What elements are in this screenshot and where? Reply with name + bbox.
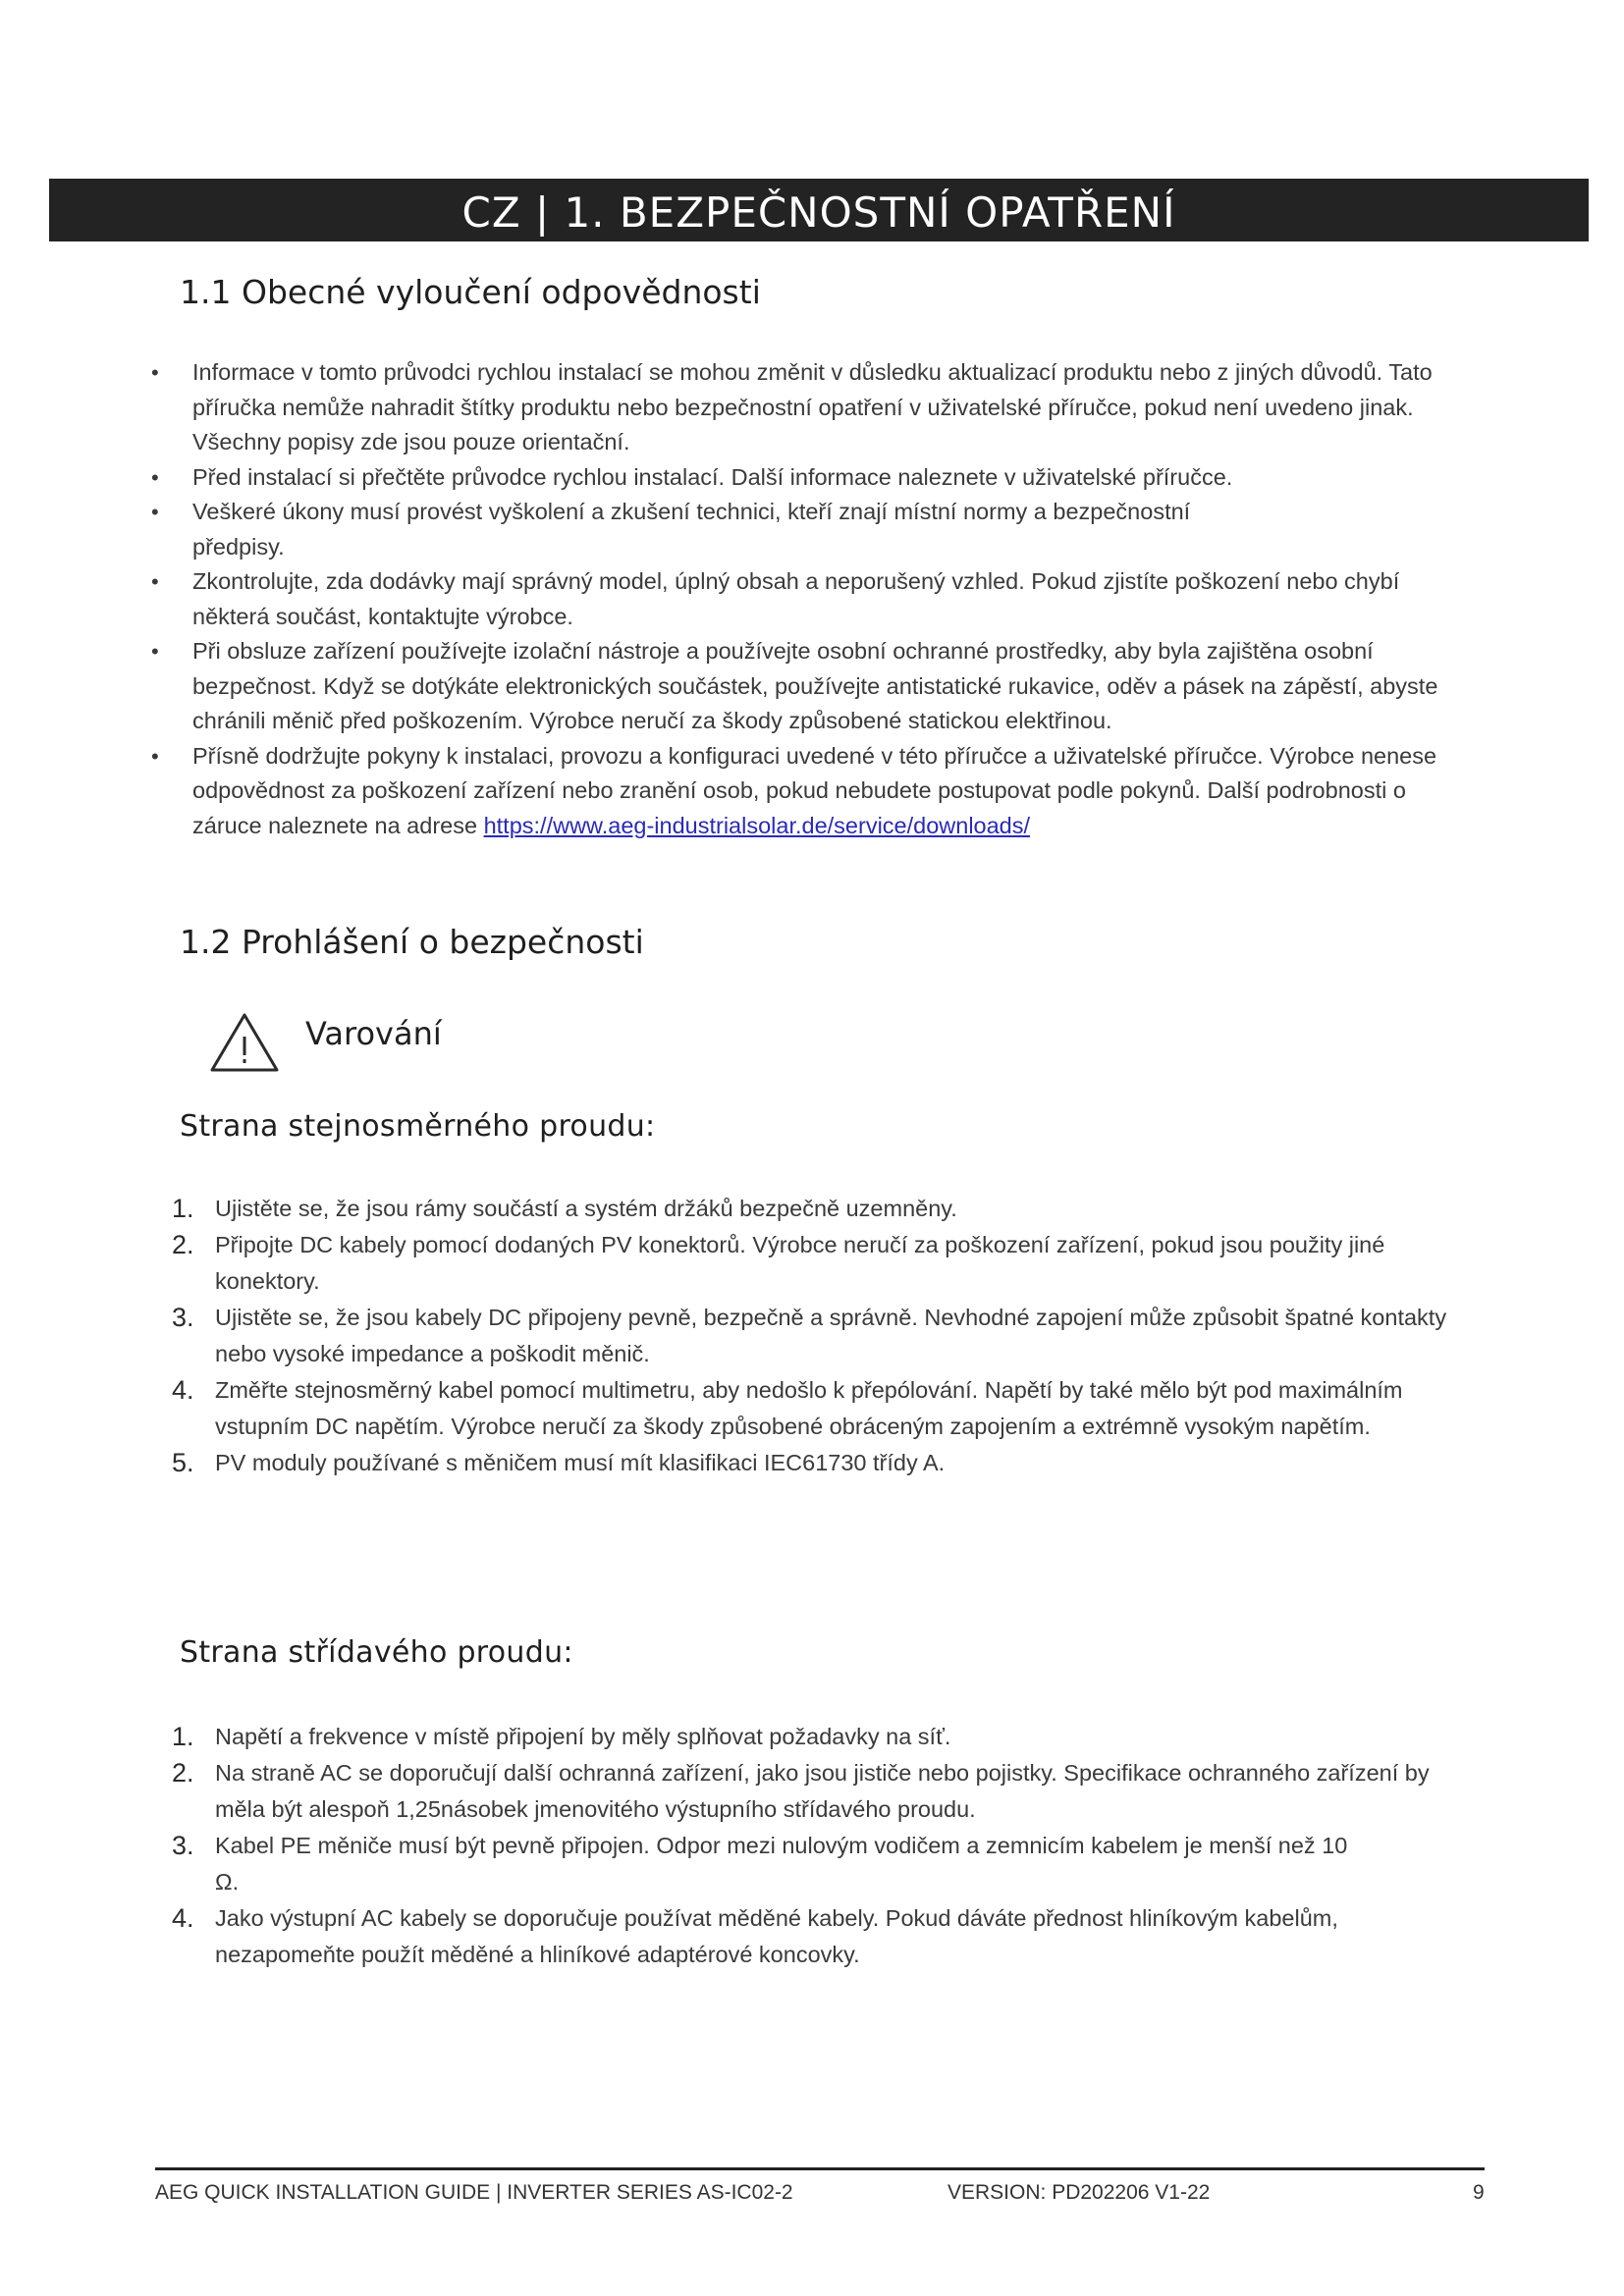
list-item: 4. Jako výstupní AC kabely se doporučuje používat měděné kabely. Pokud dáváte přednost hliníkovým kabelům, nezapomeňte použít měděné a hliníkové adaptérové koncovky.: [172, 1903, 1338, 1967]
page-number: 9: [1473, 2181, 1485, 2204]
list-item: 3. Ujistěte se, že jsou kabely DC připojeny pevně, bezpečně a správně. Nevhodné zapojení může způsobit špatné kontakty nebo vysoké impedance a poškodit měnič.: [172, 1303, 1447, 1366]
bullet-icon: •: [151, 500, 159, 524]
list-item: • Informace v tomto průvodci rychlou instalací se mohou změnit v důsledku aktualizací produktu nebo z jiných důvodů. Tato příručka nemůže nahradit štítky produktu nebo bezpečnostní opatření v uživatelské příručce, pokud není uvedeno jinak. Všechny popisy zde jsou pouze orientační.: [147, 355, 1443, 460]
list-item: 2. Na straně AC se doporučují další ochranná zařízení, jako jsou jističe nebo pojistky. Specifikace ochranného zařízení by měla být alespoň 1,25násobek jmenovitého výstupního střídavého proudu.: [172, 1758, 1430, 1822]
warning-block: [209, 1011, 442, 1074]
disclaimer-list: [147, 355, 1443, 843]
ac-list: [172, 1719, 1478, 1973]
dc-side-title: Strana stejnosměrného proudu:: [180, 1109, 656, 1144]
downloads-link[interactable]: https://www.aeg-industrialsolar.de/service/downloads/: [483, 812, 1031, 838]
bullet-icon: •: [151, 464, 159, 490]
list-item: 3. Kabel PE měniče musí být pevně připojen. Odpor mezi nulovým vodičem a zemnicím kabelem je menší než 10 Ω.: [172, 1831, 1348, 1895]
footer-divider: [155, 2167, 1485, 2170]
warning-label: Varování: [305, 1015, 442, 1052]
list-item: 1. Ujistěte se, že jsou rámy součástí a systém držáků bezpečně uzemněny.: [172, 1194, 957, 1223]
list-item: 4. Změřte stejnosměrný kabel pomocí multimetru, aby nedošlo k přepólování. Napětí by také mělo být pod maximálním vstupním DC napětím. Výrobce neručí za škody způsobené obráceným zapojením a extrémně vysokým napětím.: [172, 1375, 1403, 1439]
section-1-2-title: 1.2 Prohlášení o bezpečnosti: [180, 923, 644, 961]
list-item: 2. Připojte DC kabely pomocí dodaných PV konektorů. Výrobce neručí za poškození zařízení, pokud jsou použity jiné konektory.: [172, 1230, 1385, 1294]
warning-icon: [209, 1011, 280, 1074]
footer-guide-title: AEG QUICK INSTALLATION GUIDE | INVERTER SERIES AS-IC02-2: [155, 2181, 793, 2204]
list-item: • Při obsluze zařízení používejte izolační nástroje a používejte osobní ochranné prostředky, aby byla zajištěna osobní bezpečnost. Když se dotýkáte elektronických součástek, používejte antistatické rukavice, oděv a pásek na zápěstí, abyste chránili měnič před poškozením. Výrobce neručí za škody způsobené statickou elektřinou.: [147, 634, 1443, 739]
bullet-icon: •: [151, 743, 159, 769]
section-banner: CZ | 1. BEZPEČNOSTNÍ OPATŘENÍ: [49, 179, 1589, 241]
bullet-icon: •: [151, 360, 159, 385]
list-item: 1. Napětí a frekvence v místě připojení by měly splňovat požadavky na síť.: [172, 1722, 951, 1751]
section-1-1-title: 1.1 Obecné vyloučení odpovědnosti: [180, 273, 761, 311]
list-item: 5. PV moduly používané s měničem musí mít klasifikaci IEC61730 třídy A.: [172, 1448, 946, 1477]
list-item: • Před instalací si přečtěte průvodce rychlou instalací. Další informace naleznete v uživatelské příručce.: [147, 460, 1443, 496]
bullet-icon: •: [151, 639, 159, 664]
footer-version: VERSION: PD202206 V1-22: [947, 2181, 1211, 2204]
dc-list: [172, 1191, 1478, 1481]
list-item: • Zkontrolujte, zda dodávky mají správný model, úplný obsah a neporušený vzhled. Pokud zjistíte poškození nebo chybí některá součást, kontaktujte výrobce.: [147, 564, 1443, 634]
list-item: • Veškeré úkony musí provést vyškolení a zkušení technici, kteří znají místní normy a bezpečnostní předpisy.: [147, 495, 1443, 564]
bullet-icon: •: [151, 569, 159, 594]
list-item: • Přísně dodržujte pokyny k instalaci, provozu a konfiguraci uvedené v této příručce a uživatelské příručce. Výrobce nenese odpovědnost za poškození zařízení nebo zranění osob, pokud nebudete postupovat podle pokynů. Další podrobnosti o záruce naleznete na adrese https://www.aeg-industrialsolar.de/service/downloads/: [147, 739, 1443, 844]
ac-side-title: Strana střídavého proudu:: [180, 1635, 573, 1670]
